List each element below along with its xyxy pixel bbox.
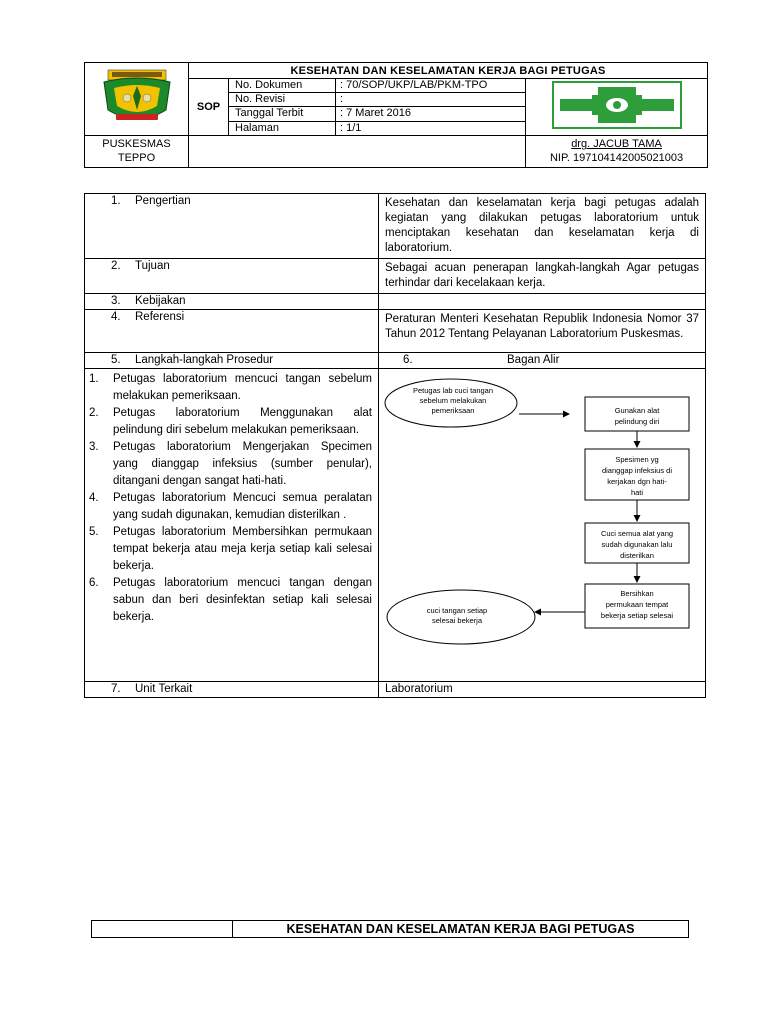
meta-value-tanggal: : 7 Maret 2016 — [336, 107, 526, 121]
row-prosedur-label: 5. Langkah-langkah Prosedur — [85, 353, 379, 369]
blank-signature-area — [189, 135, 526, 167]
regency-logo-cell — [85, 63, 189, 136]
procedure-step: 4. Petugas laboratorium Mencuci semua peralatan yang sudah digunakan, kemudian disterilkan . — [89, 492, 372, 521]
svg-text:selesai bekerja: selesai bekerja — [431, 616, 483, 625]
svg-text:Spesimen yg: Spesimen yg — [615, 455, 659, 464]
health-cross-emblem-icon — [552, 81, 682, 129]
sop-content-table — [84, 193, 706, 698]
health-emblem-cell — [526, 79, 708, 136]
procedure-step: 3. Petugas laboratorium Mengerjakan Specimen yang dianggap infeksius (sumber penular), ditangani dengan sangat hati-hati. — [89, 441, 372, 487]
svg-text:sudah digunakan lalu: sudah digunakan lalu — [601, 540, 673, 549]
svg-text:pelindung diri: pelindung diri — [614, 417, 660, 426]
footer-title: KESEHATAN DAN KESELAMATAN KERJA BAGI PETUGAS — [233, 921, 689, 938]
row-tujuan-label: 2. Tujuan — [85, 259, 379, 294]
meta-label-revisi: No. Revisi — [229, 93, 336, 107]
svg-text:pemeriksaan: pemeriksaan — [431, 406, 475, 415]
signatory-nip: NIP. 197104142005021003 — [549, 152, 684, 165]
meta-value-revisi: : — [336, 93, 526, 107]
row-kebijakan-text — [379, 294, 706, 310]
regency-emblem-icon — [92, 66, 182, 128]
svg-text:kerjakan dgn hati-: kerjakan dgn hati- — [607, 477, 667, 486]
next-page-header — [91, 920, 689, 938]
sop-label: SOP — [189, 79, 229, 136]
procedure-step: 6. Petugas laboratorium mencuci tangan dengan sabun dan beri desinfektan setiap kali selesai bekerja. — [89, 577, 372, 623]
svg-text:dianggap infeksius di: dianggap infeksius di — [601, 466, 673, 475]
svg-text:permukaan tempat: permukaan tempat — [605, 600, 669, 609]
signatory — [526, 135, 708, 167]
svg-text:disterilkan: disterilkan — [620, 551, 654, 560]
row-referensi-label: 4. Referensi — [85, 310, 379, 353]
footer-blank-cell — [92, 921, 233, 938]
svg-text:Cuci semua alat yang: Cuci semua alat yang — [600, 529, 674, 538]
sop-header-table — [84, 62, 708, 168]
row-unit-label: 7. Unit Terkait — [85, 682, 379, 698]
flowchart — [379, 369, 702, 681]
flowchart-cell — [379, 369, 706, 682]
meta-label-dokumen: No. Dokumen — [229, 79, 336, 93]
procedure-steps-list — [85, 369, 378, 628]
svg-text:Petugas lab cuci tangan — [413, 386, 493, 395]
row-tujuan-text: Sebagai acuan penerapan langkah-langkah Agar petugas terhindar dari kecelakaan kerja. — [379, 259, 706, 294]
svg-text:sebelum melakukan: sebelum melakukan — [419, 396, 487, 405]
meta-label-tanggal: Tanggal Terbit — [229, 107, 336, 121]
row-unit-text: Laboratorium — [379, 682, 706, 698]
svg-text:cuci tangan setiap — [427, 606, 487, 615]
row-kebijakan-label: 3. Kebijakan — [85, 294, 379, 310]
procedure-steps-cell — [85, 369, 379, 682]
procedure-step: 1. Petugas laboratorium mencuci tangan sebelum melakukan pemeriksaan. — [89, 373, 372, 402]
signatory-name: drg. JACUB TAMA — [571, 138, 662, 151]
puskesmas-line2: TEPPO — [117, 152, 156, 165]
svg-text:bekerja setiap selesai: bekerja setiap selesai — [600, 611, 674, 620]
puskesmas-name — [85, 135, 189, 167]
document-title: KESEHATAN DAN KESELAMATAN KERJA BAGI PETUGAS — [189, 63, 708, 79]
procedure-step: 2. Petugas laboratorium Menggunakan alat pelindung diri sebelum melakukan pemeriksaan. — [89, 407, 372, 436]
row-pengertian-label: 1. Pengertian — [85, 194, 379, 259]
meta-label-halaman: Halaman — [229, 121, 336, 135]
row-pengertian-text: Kesehatan dan keselamatan kerja bagi petugas adalah kegiatan yang dilakukan petugas laboratorium untuk menciptakan kesehatan dan keselamatan kerja di laboratorium. — [379, 194, 706, 259]
meta-value-dokumen: : 70/SOP/UKP/LAB/PKM-TPO — [336, 79, 526, 93]
meta-value-halaman: : 1/1 — [336, 121, 526, 135]
flow-start-text: Petugas lab cuci tangan — [412, 386, 494, 395]
row-referensi-text: Peraturan Menteri Kesehatan Republik Indonesia Nomor 37 Tahun 2012 Tentang Pelayanan Laboratorium Puskesmas. — [379, 310, 706, 353]
puskesmas-line1: PUSKESMAS — [102, 138, 171, 151]
procedure-step: 5. Petugas laboratorium Membersihkan permukaan tempat bekerja atau meja kerja setiap kali selesai bekerja. — [89, 526, 372, 572]
row-bagan-label: 6. Bagan Alir — [379, 353, 706, 369]
svg-text:Gunakan alat: Gunakan alat — [614, 406, 660, 415]
svg-text:hati: hati — [630, 488, 644, 497]
svg-text:Bersihkan: Bersihkan — [620, 589, 654, 598]
flow-end-text: cuci tangan setiap — [426, 606, 488, 615]
